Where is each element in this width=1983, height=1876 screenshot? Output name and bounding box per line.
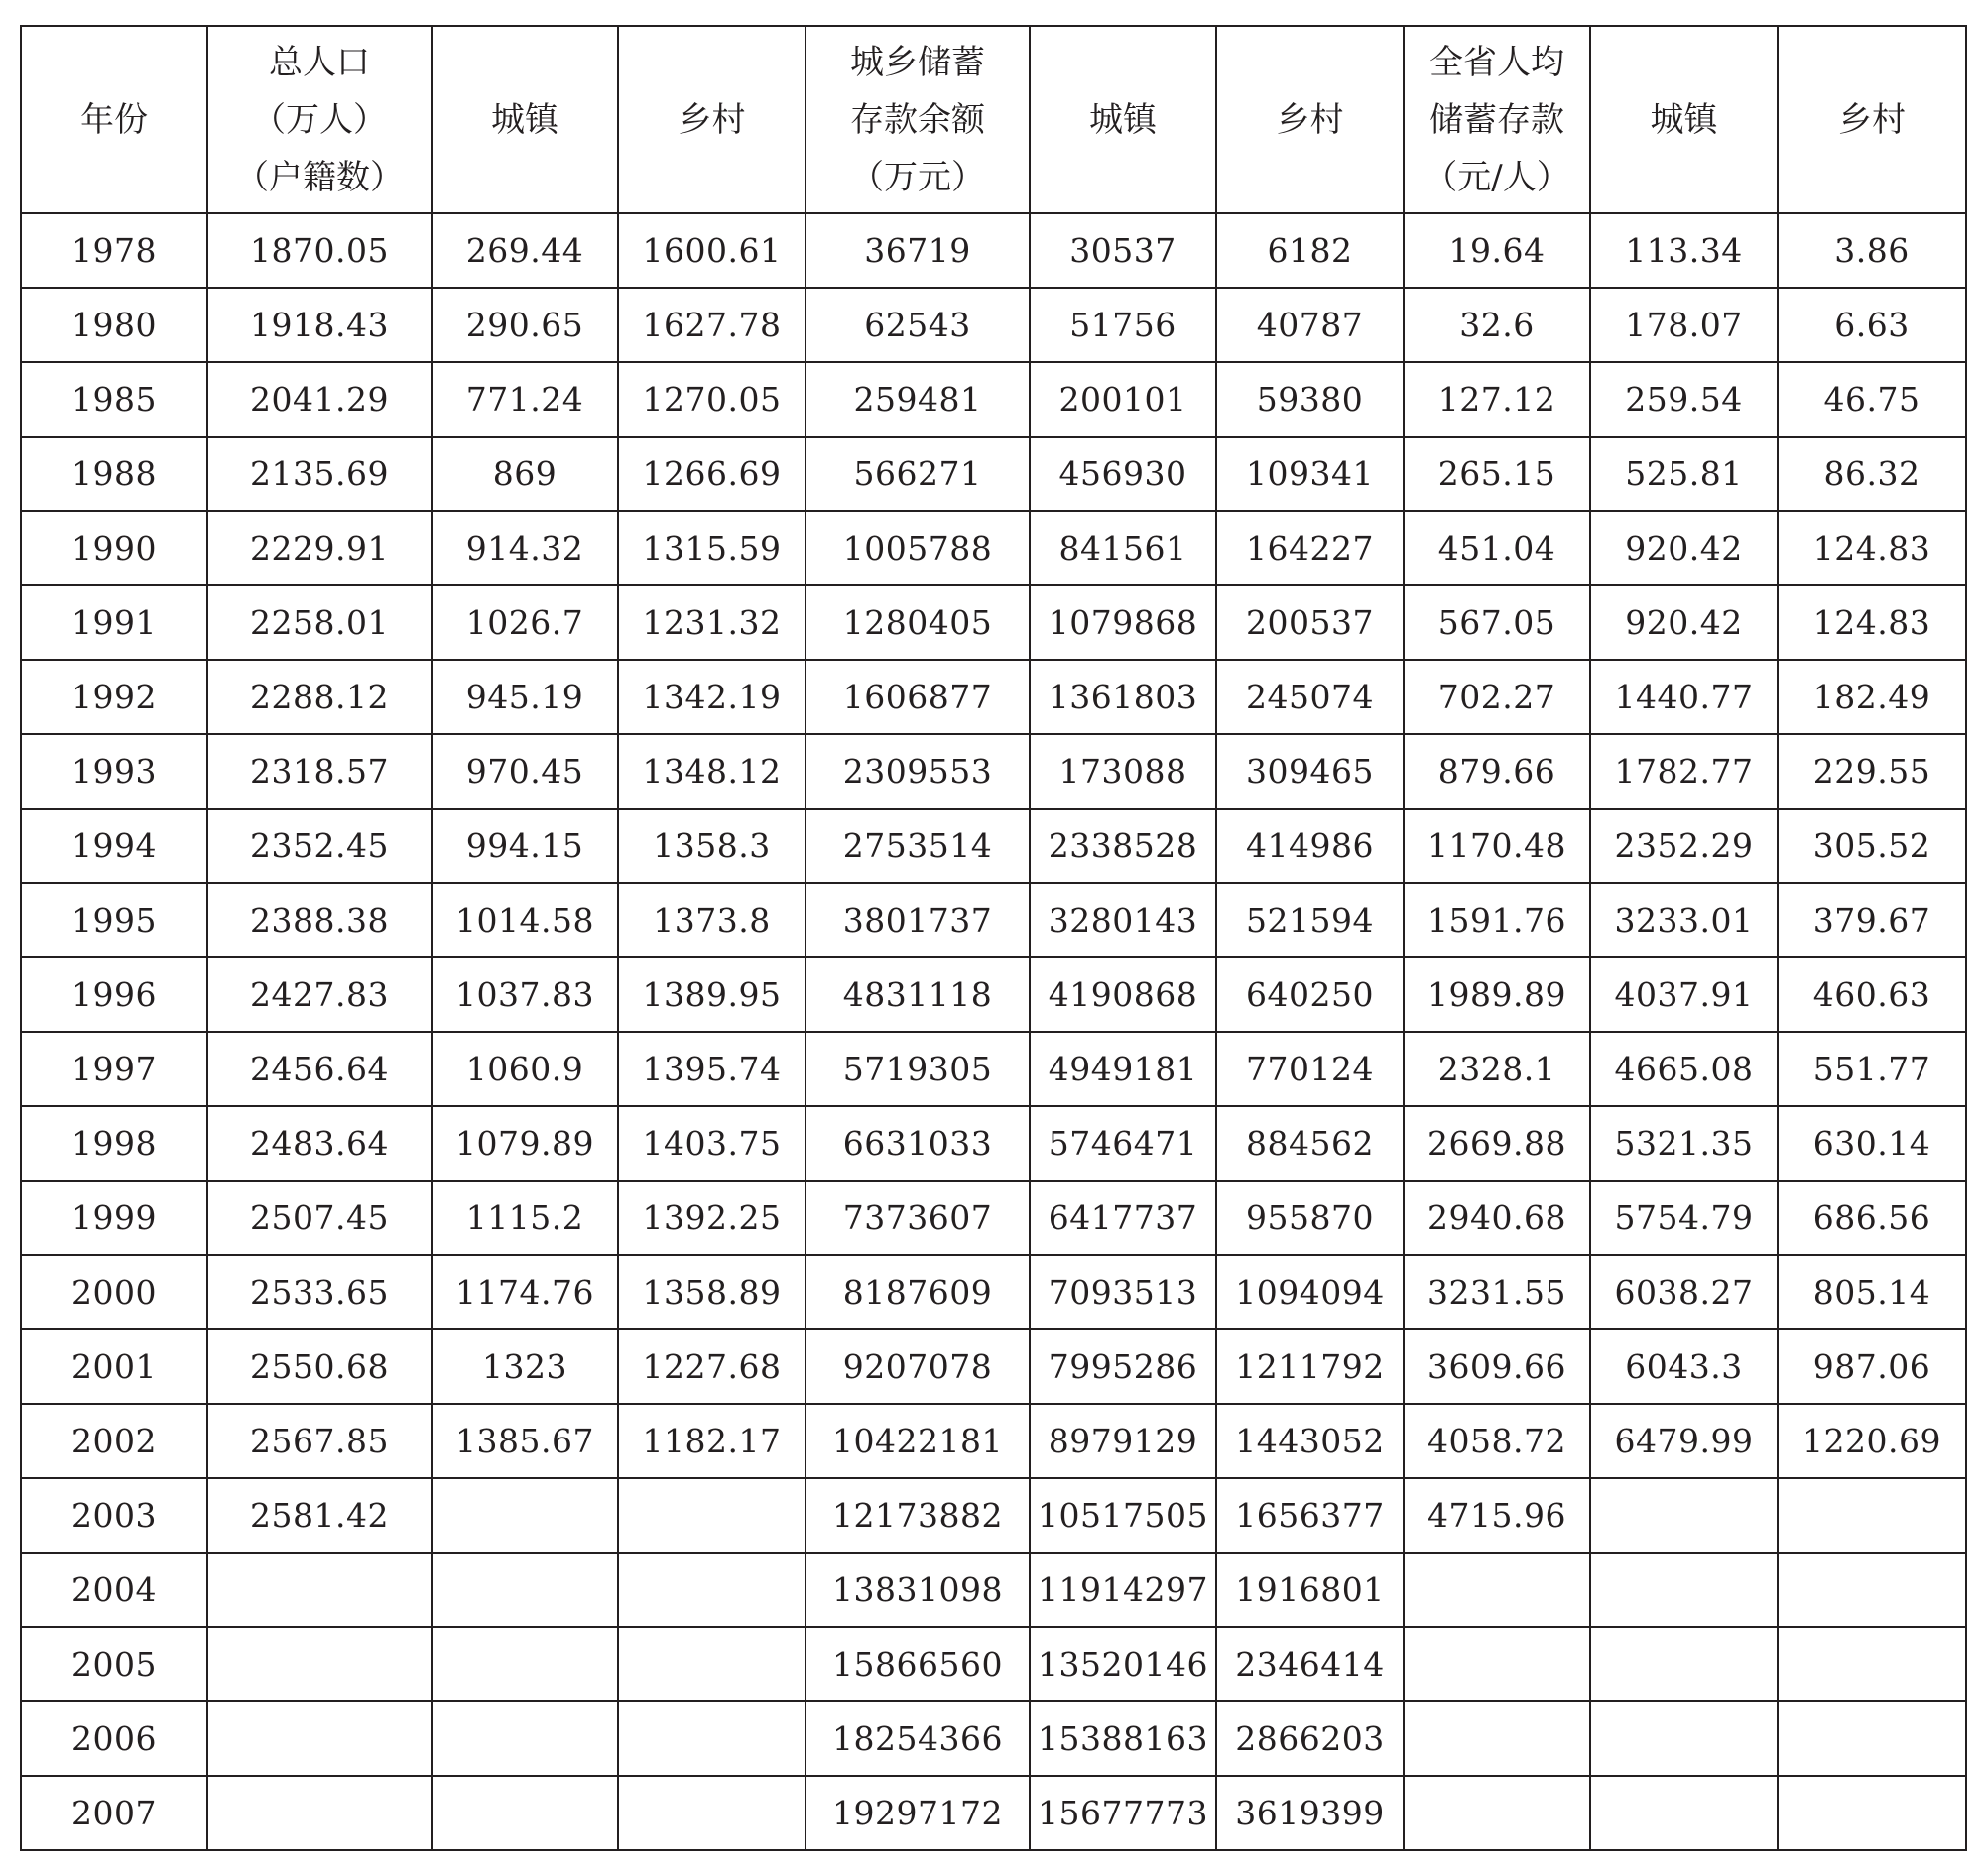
table-cell: 1916801: [1216, 1553, 1404, 1627]
year-cell: 1990: [21, 511, 207, 585]
table-cell: 460.63: [1778, 957, 1966, 1032]
table-cell: 1385.67: [432, 1404, 618, 1478]
year-cell: 1978: [21, 213, 207, 288]
header-population-rural: [618, 26, 806, 213]
table-cell: [1404, 1776, 1590, 1850]
table-cell: 1182.17: [618, 1404, 806, 1478]
table-cell: 1403.75: [618, 1106, 806, 1181]
table-cell: 1220.69: [1778, 1404, 1966, 1478]
table-cell: 5719305: [806, 1032, 1030, 1106]
table-row: [21, 511, 1966, 585]
table-cell: 290.65: [432, 288, 618, 362]
header-line: （万人）: [252, 99, 387, 140]
table-cell: 13520146: [1030, 1627, 1216, 1701]
table-cell: 1115.2: [432, 1181, 618, 1255]
table-cell: 525.81: [1590, 437, 1778, 511]
year-cell: 2001: [21, 1329, 207, 1404]
year-cell: 2000: [21, 1255, 207, 1329]
table-cell: 4665.08: [1590, 1032, 1778, 1106]
table-cell: 8187609: [806, 1255, 1030, 1329]
table-cell: 2866203: [1216, 1701, 1404, 1776]
table-cell: 2550.68: [207, 1329, 432, 1404]
table-cell: 7995286: [1030, 1329, 1216, 1404]
table-cell: 1079868: [1030, 585, 1216, 660]
table-cell: 182.49: [1778, 660, 1966, 734]
table-cell: 36719: [806, 213, 1030, 288]
year-cell: 1992: [21, 660, 207, 734]
table-cell: 8979129: [1030, 1404, 1216, 1478]
year-cell: 2006: [21, 1701, 207, 1776]
table-cell: [618, 1478, 806, 1553]
year-cell: 1994: [21, 809, 207, 883]
table-cell: 914.32: [432, 511, 618, 585]
table-cell: 686.56: [1778, 1181, 1966, 1255]
table-cell: 869: [432, 437, 618, 511]
table-cell: [432, 1627, 618, 1701]
table-cell: 1348.12: [618, 734, 806, 809]
table-cell: [618, 1776, 806, 1850]
table-row: [21, 734, 1966, 809]
table-cell: [207, 1553, 432, 1627]
header-population-urban: [432, 26, 618, 213]
table-cell: 32.6: [1404, 288, 1590, 362]
table-cell: 2567.85: [207, 1404, 432, 1478]
table-row: [21, 1404, 1966, 1478]
table-cell: 640250: [1216, 957, 1404, 1032]
table-row: [21, 1776, 1966, 1850]
table-cell: [1590, 1553, 1778, 1627]
table-cell: 4715.96: [1404, 1478, 1590, 1553]
table-cell: 2352.29: [1590, 809, 1778, 883]
table-cell: 5321.35: [1590, 1106, 1778, 1181]
table-cell: [1778, 1553, 1966, 1627]
table-cell: 1060.9: [432, 1032, 618, 1106]
table-cell: 124.83: [1778, 511, 1966, 585]
header-savings-balance: [806, 26, 1030, 213]
table-cell: 2669.88: [1404, 1106, 1590, 1181]
table-cell: 2940.68: [1404, 1181, 1590, 1255]
table-cell: 970.45: [432, 734, 618, 809]
table-cell: 1918.43: [207, 288, 432, 362]
table-cell: 62543: [806, 288, 1030, 362]
table-cell: 7373607: [806, 1181, 1030, 1255]
header-per-capita-rural: [1778, 26, 1966, 213]
table-cell: [1590, 1776, 1778, 1850]
header-year: [21, 26, 207, 213]
header-line: （万元）: [850, 157, 985, 197]
year-cell: 1980: [21, 288, 207, 362]
table-cell: 1323: [432, 1329, 618, 1404]
year-cell: 2007: [21, 1776, 207, 1850]
year-cell: 1999: [21, 1181, 207, 1255]
table-row: [21, 1701, 1966, 1776]
year-cell: 1991: [21, 585, 207, 660]
table-cell: 1373.8: [618, 883, 806, 957]
header-total-population: [207, 26, 432, 213]
table-cell: 2352.45: [207, 809, 432, 883]
table-row: [21, 1106, 1966, 1181]
table-cell: 3609.66: [1404, 1329, 1590, 1404]
table-cell: 3801737: [806, 883, 1030, 957]
table-cell: 4190868: [1030, 957, 1216, 1032]
table-cell: 124.83: [1778, 585, 1966, 660]
table-cell: 1591.76: [1404, 883, 1590, 957]
table-body: [21, 213, 1966, 1850]
table-cell: 1361803: [1030, 660, 1216, 734]
table-cell: 19.64: [1404, 213, 1590, 288]
table-cell: 2753514: [806, 809, 1030, 883]
table-cell: 1094094: [1216, 1255, 1404, 1329]
table-cell: 879.66: [1404, 734, 1590, 809]
table-cell: 2507.45: [207, 1181, 432, 1255]
table-cell: 1389.95: [618, 957, 806, 1032]
table-row: [21, 1329, 1966, 1404]
table-cell: 1392.25: [618, 1181, 806, 1255]
table-cell: 2309553: [806, 734, 1030, 809]
year-cell: 1985: [21, 362, 207, 437]
table-cell: 11914297: [1030, 1553, 1216, 1627]
table-cell: 109341: [1216, 437, 1404, 511]
table-cell: 127.12: [1404, 362, 1590, 437]
table-cell: 6631033: [806, 1106, 1030, 1181]
table-cell: 51756: [1030, 288, 1216, 362]
table-cell: 994.15: [432, 809, 618, 883]
table-cell: 945.19: [432, 660, 618, 734]
header-row: [21, 26, 1966, 213]
table-cell: [1590, 1478, 1778, 1553]
table-cell: 200101: [1030, 362, 1216, 437]
table-cell: 7093513: [1030, 1255, 1216, 1329]
table-row: [21, 1478, 1966, 1553]
table-cell: 15866560: [806, 1627, 1030, 1701]
table-cell: 4058.72: [1404, 1404, 1590, 1478]
table-cell: 6043.3: [1590, 1329, 1778, 1404]
table-row: [21, 1627, 1966, 1701]
table-cell: 2258.01: [207, 585, 432, 660]
table-cell: 12173882: [806, 1478, 1030, 1553]
table-cell: 40787: [1216, 288, 1404, 362]
table-cell: 259481: [806, 362, 1030, 437]
header-line: 城镇: [1650, 99, 1718, 140]
table-cell: 1170.48: [1404, 809, 1590, 883]
table-cell: 4949181: [1030, 1032, 1216, 1106]
table-header: [21, 26, 1966, 213]
table-cell: [1590, 1701, 1778, 1776]
table-row: [21, 1032, 1966, 1106]
header-line: 总人口: [269, 42, 370, 82]
header-line: 乡村: [678, 99, 746, 140]
header-per-capita-savings: [1404, 26, 1590, 213]
table-cell: 920.42: [1590, 511, 1778, 585]
table-cell: 1443052: [1216, 1404, 1404, 1478]
table-cell: 5754.79: [1590, 1181, 1778, 1255]
table-cell: 6479.99: [1590, 1404, 1778, 1478]
table-row: [21, 288, 1966, 362]
table-cell: 1079.89: [432, 1106, 618, 1181]
table-cell: 30537: [1030, 213, 1216, 288]
table-cell: 10517505: [1030, 1478, 1216, 1553]
header-savings-rural: [1216, 26, 1404, 213]
table-cell: 3619399: [1216, 1776, 1404, 1850]
table-cell: 920.42: [1590, 585, 1778, 660]
table-cell: 113.34: [1590, 213, 1778, 288]
table-cell: 10422181: [806, 1404, 1030, 1478]
table-cell: [618, 1553, 806, 1627]
table-cell: 379.67: [1778, 883, 1966, 957]
table-cell: 1656377: [1216, 1478, 1404, 1553]
table-cell: 5746471: [1030, 1106, 1216, 1181]
table-row: [21, 437, 1966, 511]
table-cell: 15388163: [1030, 1701, 1216, 1776]
year-cell: 1996: [21, 957, 207, 1032]
table-cell: 1270.05: [618, 362, 806, 437]
table-cell: 178.07: [1590, 288, 1778, 362]
table-cell: 987.06: [1778, 1329, 1966, 1404]
header-per-capita-urban: [1590, 26, 1778, 213]
table-cell: [1590, 1627, 1778, 1701]
table-cell: [432, 1776, 618, 1850]
header-line: 城乡储蓄: [850, 42, 985, 82]
table-cell: 1440.77: [1590, 660, 1778, 734]
table-cell: 1358.89: [618, 1255, 806, 1329]
table-cell: [1404, 1627, 1590, 1701]
year-cell: 1997: [21, 1032, 207, 1106]
table-cell: 9207078: [806, 1329, 1030, 1404]
table-cell: 771.24: [432, 362, 618, 437]
table-cell: 4037.91: [1590, 957, 1778, 1032]
table-cell: 1989.89: [1404, 957, 1590, 1032]
table-cell: 521594: [1216, 883, 1404, 957]
table-cell: 6182: [1216, 213, 1404, 288]
table-cell: 15677773: [1030, 1776, 1216, 1850]
table-cell: [1778, 1478, 1966, 1553]
header-line: 全省人均: [1429, 42, 1564, 82]
table-cell: 3.86: [1778, 213, 1966, 288]
table-cell: 173088: [1030, 734, 1216, 809]
table-cell: 884562: [1216, 1106, 1404, 1181]
table-cell: 1280405: [806, 585, 1030, 660]
table-cell: [432, 1553, 618, 1627]
table-cell: [1778, 1627, 1966, 1701]
table-cell: 2483.64: [207, 1106, 432, 1181]
year-cell: 2003: [21, 1478, 207, 1553]
table-cell: 3231.55: [1404, 1255, 1590, 1329]
header-line: 存款余额: [850, 99, 985, 140]
table-cell: 1026.7: [432, 585, 618, 660]
table-cell: 1600.61: [618, 213, 806, 288]
table-cell: 19297172: [806, 1776, 1030, 1850]
table-cell: 3233.01: [1590, 883, 1778, 957]
table-cell: 702.27: [1404, 660, 1590, 734]
table-cell: 1870.05: [207, 213, 432, 288]
table-cell: 1342.19: [618, 660, 806, 734]
year-cell: 2004: [21, 1553, 207, 1627]
year-cell: 1993: [21, 734, 207, 809]
header-line: 年份: [80, 99, 148, 140]
table-cell: 456930: [1030, 437, 1216, 511]
table-cell: [1404, 1701, 1590, 1776]
year-cell: 2005: [21, 1627, 207, 1701]
table-cell: 59380: [1216, 362, 1404, 437]
table-cell: 1315.59: [618, 511, 806, 585]
table-cell: [207, 1627, 432, 1701]
table-cell: 630.14: [1778, 1106, 1966, 1181]
table-cell: 2346414: [1216, 1627, 1404, 1701]
table-cell: [618, 1627, 806, 1701]
table-cell: 3280143: [1030, 883, 1216, 957]
table-cell: 305.52: [1778, 809, 1966, 883]
header-line: （户籍数）: [235, 157, 404, 197]
table-cell: 551.77: [1778, 1032, 1966, 1106]
table-cell: 2288.12: [207, 660, 432, 734]
year-cell: 1988: [21, 437, 207, 511]
table-row: [21, 585, 1966, 660]
table-cell: 566271: [806, 437, 1030, 511]
table-row: [21, 1181, 1966, 1255]
table-cell: 6038.27: [1590, 1255, 1778, 1329]
table-cell: 4831118: [806, 957, 1030, 1032]
table-cell: 6.63: [1778, 288, 1966, 362]
table-cell: 805.14: [1778, 1255, 1966, 1329]
table-cell: 229.55: [1778, 734, 1966, 809]
table-row: [21, 660, 1966, 734]
table-cell: 200537: [1216, 585, 1404, 660]
table-row: [21, 957, 1966, 1032]
table-cell: 46.75: [1778, 362, 1966, 437]
table-cell: [207, 1776, 432, 1850]
table-cell: 414986: [1216, 809, 1404, 883]
year-cell: 1995: [21, 883, 207, 957]
header-line: 城镇: [1089, 99, 1157, 140]
table-cell: 2229.91: [207, 511, 432, 585]
table-cell: 2318.57: [207, 734, 432, 809]
table-cell: 1266.69: [618, 437, 806, 511]
table-cell: 1782.77: [1590, 734, 1778, 809]
header-line: 乡村: [1838, 99, 1906, 140]
table-cell: 841561: [1030, 511, 1216, 585]
table-cell: 2427.83: [207, 957, 432, 1032]
header-line: （元/人）: [1424, 157, 1570, 197]
table-cell: 13831098: [806, 1553, 1030, 1627]
table-cell: 18254366: [806, 1701, 1030, 1776]
table-cell: [618, 1701, 806, 1776]
header-savings-urban: [1030, 26, 1216, 213]
table-cell: 1606877: [806, 660, 1030, 734]
year-cell: 1998: [21, 1106, 207, 1181]
table-cell: 2338528: [1030, 809, 1216, 883]
table-cell: 770124: [1216, 1032, 1404, 1106]
table-cell: 1014.58: [432, 883, 618, 957]
table-cell: 6417737: [1030, 1181, 1216, 1255]
table-cell: 2328.1: [1404, 1032, 1590, 1106]
table-row: [21, 1553, 1966, 1627]
table-cell: [1778, 1701, 1966, 1776]
table-cell: 1037.83: [432, 957, 618, 1032]
table-cell: 567.05: [1404, 585, 1590, 660]
header-line: 储蓄存款: [1429, 99, 1564, 140]
table-row: [21, 809, 1966, 883]
table-cell: 265.15: [1404, 437, 1590, 511]
data-table: [20, 25, 1967, 1851]
table-row: [21, 883, 1966, 957]
table-cell: [1778, 1776, 1966, 1850]
table-cell: 2533.65: [207, 1255, 432, 1329]
table-cell: [1404, 1553, 1590, 1627]
table-cell: 269.44: [432, 213, 618, 288]
table-cell: 2388.38: [207, 883, 432, 957]
table-cell: [207, 1701, 432, 1776]
table-cell: 86.32: [1778, 437, 1966, 511]
year-cell: 2002: [21, 1404, 207, 1478]
table-cell: [432, 1478, 618, 1553]
table-cell: 1231.32: [618, 585, 806, 660]
table-cell: 1358.3: [618, 809, 806, 883]
table-cell: 2041.29: [207, 362, 432, 437]
table-cell: 2456.64: [207, 1032, 432, 1106]
table-cell: 309465: [1216, 734, 1404, 809]
table-cell: 259.54: [1590, 362, 1778, 437]
table-cell: 1005788: [806, 511, 1030, 585]
table-cell: 1227.68: [618, 1329, 806, 1404]
table-cell: 1174.76: [432, 1255, 618, 1329]
table-cell: 2135.69: [207, 437, 432, 511]
table-row: [21, 213, 1966, 288]
table-cell: 1627.78: [618, 288, 806, 362]
header-line: 乡村: [1276, 99, 1344, 140]
table-row: [21, 362, 1966, 437]
table-cell: 1395.74: [618, 1032, 806, 1106]
table-cell: 955870: [1216, 1181, 1404, 1255]
table-cell: 245074: [1216, 660, 1404, 734]
table-cell: 1211792: [1216, 1329, 1404, 1404]
table-cell: 2581.42: [207, 1478, 432, 1553]
header-line: 城镇: [491, 99, 558, 140]
table-cell: 164227: [1216, 511, 1404, 585]
table-row: [21, 1255, 1966, 1329]
table-cell: 451.04: [1404, 511, 1590, 585]
table-cell: [432, 1701, 618, 1776]
